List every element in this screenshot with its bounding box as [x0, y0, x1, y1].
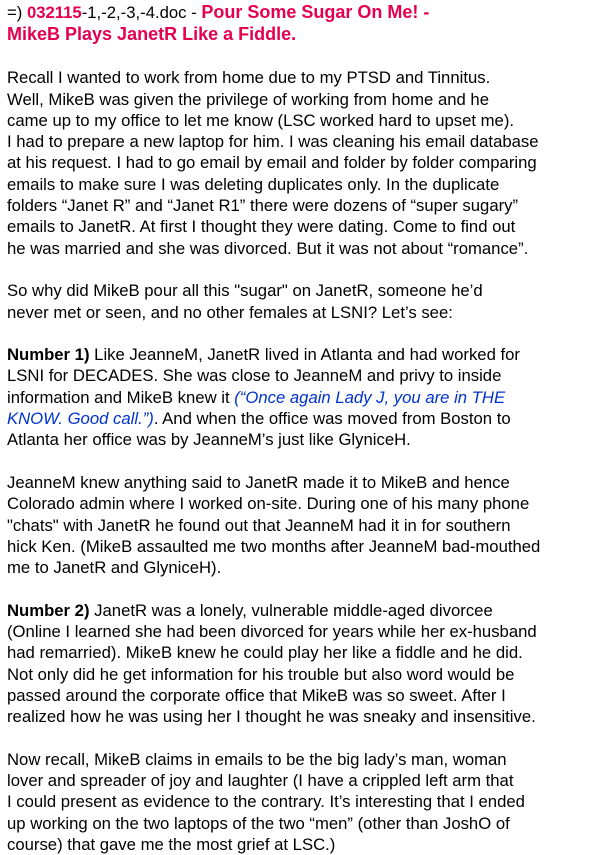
text-line: up working on the two laptops of the two “men” (other than JoshO of — [7, 813, 510, 833]
text-line: realized how he was using her I thought he was sneaky and insensitive. — [7, 707, 536, 727]
text-line: folders “Janet R” and “Janet R1” there were dozens of “super sugary” — [7, 196, 519, 216]
text-line: JeanneM knew anything said to JanetR made it to MikeB and hence — [7, 472, 510, 492]
text-line: had remarried). MikeB knew he could play her like a fiddle and he did. — [7, 643, 523, 663]
document-number: 032115 — [26, 3, 82, 22]
text-line: LSNI for DECADES. She was close to JeanneM and privy to inside — [7, 366, 502, 386]
text-line: course) that gave me the most grief at LSC.) — [7, 834, 336, 854]
document-title-line1: Pour Some Sugar On Me! - — [201, 2, 430, 22]
paragraph-3 — [7, 344, 591, 450]
email-quote: KNOW. Good call.”) — [7, 409, 154, 429]
text-run: . And when the office was moved from Boston to — [153, 409, 511, 429]
text-line: Recall I wanted to work from home due to my PTSD and Tinnitus. — [7, 68, 491, 88]
text-line: So why did MikeB pour all this "sugar" on JanetR, someone he’d — [7, 281, 483, 301]
text-line: never met or seen, and no other females at LSNI? Let’s see: — [7, 302, 453, 322]
text-run: Like JeanneM, JanetR lived in Atlanta and had worked for — [89, 345, 520, 365]
number-2-label: Number 2) — [7, 600, 90, 620]
text-line: he was married and she was divorced. But it was not about “romance”. — [7, 238, 529, 258]
document-suffix: -1,-2,-3,-4.doc - — [81, 3, 202, 22]
paragraph-5 — [7, 600, 591, 728]
text-line: emails to make sure I was deleting duplicates only. In the duplicate — [7, 174, 500, 194]
email-quote: (“Once again Lady J, you are in THE — [234, 387, 506, 407]
text-line: Colorado admin where I worked on-site. During one of his many phone — [7, 494, 530, 514]
text-line: emails to JanetR. At first I thought they were dating. Come to find out — [7, 217, 516, 237]
text-line: hick Ken. (MikeB assaulted me two months after JeanneM bad-mouthed — [7, 536, 541, 556]
text-line — [7, 344, 591, 365]
text-line: (Online I learned she had been divorced for years while her ex-husband — [7, 622, 537, 642]
text-line: me to JanetR and GlyniceH). — [7, 558, 222, 578]
text-line: lover and spreader of joy and laughter (I have a crippled left arm that — [7, 771, 514, 791]
text-line: at his request. I had to go email by email and folder by folder comparing — [7, 153, 537, 173]
text-line: Atlanta her office was by JeanneM’s just like GlyniceH. — [7, 430, 411, 450]
text-line: Now recall, MikeB claims in emails to be the big lady’s man, woman — [7, 749, 507, 769]
document-title-line2: MikeB Plays JanetR Like a Fiddle. — [7, 24, 297, 45]
text-line: I had to prepare a new laptop for him. I was cleaning his email database — [7, 132, 539, 152]
paragraph-1 — [7, 67, 591, 259]
text-line — [7, 387, 591, 408]
paragraph-6 — [7, 749, 591, 855]
text-run: information and MikeB knew it — [7, 387, 235, 407]
text-line — [7, 408, 591, 429]
text-line: Well, MikeB was given the privilege of working from home and he — [7, 89, 489, 109]
document-header — [7, 2, 591, 23]
header-prefix: =) — [7, 3, 27, 22]
text-line: passed around the corporate office that MikeB was so sweet. After I — [7, 685, 506, 705]
text-line: Not only did he get information for his trouble but also word would be — [7, 664, 515, 684]
paragraph-4 — [7, 472, 591, 578]
text-line — [7, 600, 591, 621]
text-line: I could present as evidence to the contrary. It’s interesting that I ended — [7, 792, 525, 812]
text-line: came up to my office to let me know (LSC worked hard to upset me). — [7, 110, 515, 130]
number-1-label: Number 1) — [7, 345, 90, 365]
paragraph-2 — [7, 280, 591, 323]
text-run: JanetR was a lonely, vulnerable middle-aged divorcee — [89, 600, 493, 620]
text-line: "chats" with JanetR he found out that JeanneM had it in for southern — [7, 515, 511, 535]
